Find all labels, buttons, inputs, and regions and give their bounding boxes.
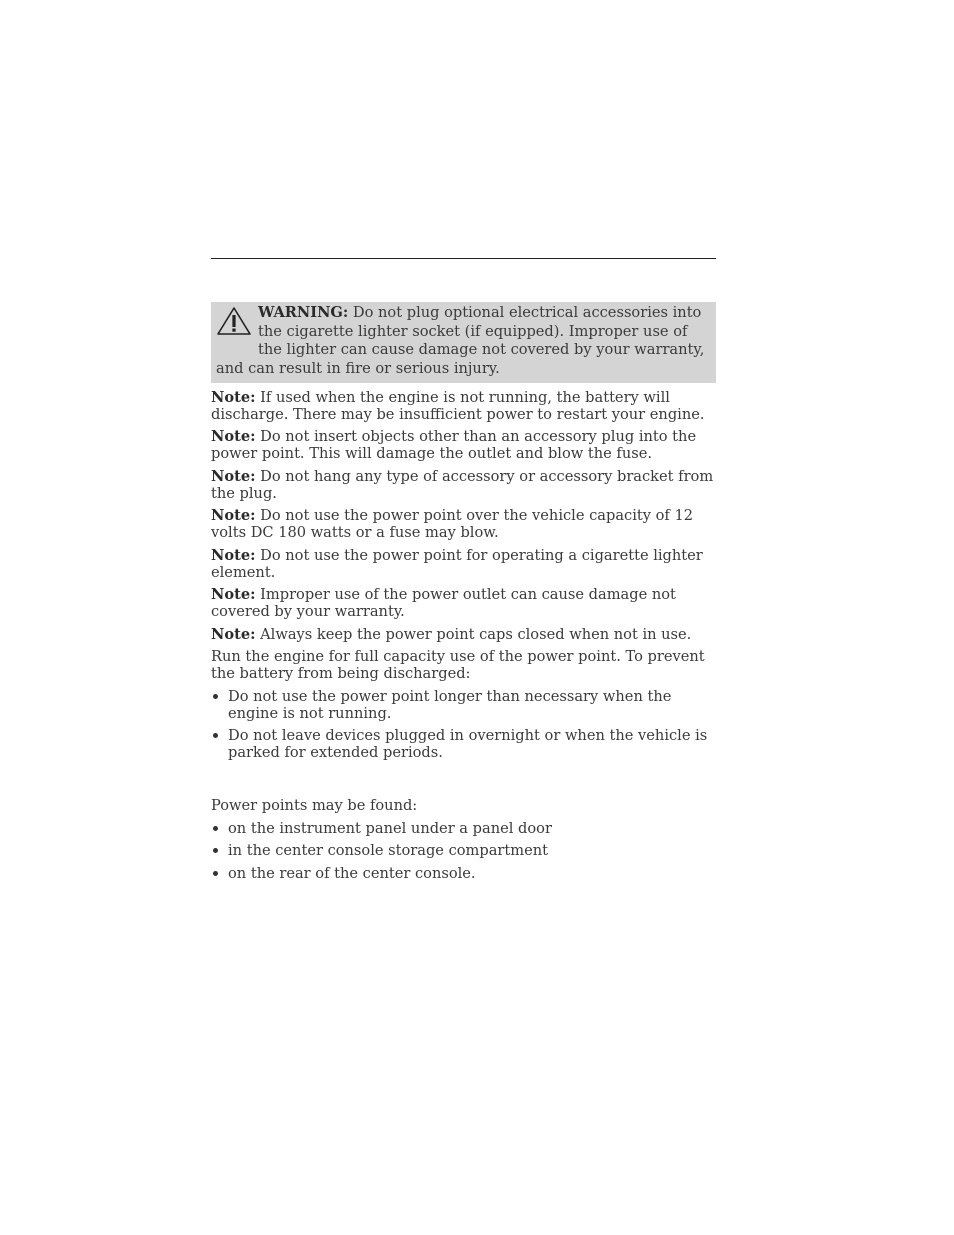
locations-list — [211, 820, 716, 882]
warning-triangle-icon — [216, 306, 254, 342]
note-3 — [211, 468, 716, 502]
note-text: Do not use the power point for operating a cigarette lighter element. — [211, 546, 703, 581]
list-item: in the center console storage compartment — [211, 842, 716, 859]
note-text: If used when the engine is not running, the battery will discharge. There may be insufficient power to restart your engine. — [211, 388, 705, 423]
list-item: on the rear of the center console. — [211, 865, 716, 882]
warning-text: Do not plug optional electrical accessories into the cigarette lighter socket (if equipped). Improper use of the lighter can cause damage not covered by your warranty, and can result in fire or serious injury. — [216, 304, 705, 377]
note-1 — [211, 389, 716, 423]
list-item: Do not leave devices plugged in overnight or when the vehicle is parked for extended periods. — [211, 727, 716, 761]
note-2 — [211, 428, 716, 462]
note-label: Note: — [211, 586, 256, 603]
warning-label: WARNING: — [258, 304, 349, 321]
note-label: Note: — [211, 546, 256, 564]
note-6 — [211, 586, 716, 620]
note-label: Note: — [211, 507, 256, 524]
note-label: Note: — [211, 467, 256, 485]
list-item: Do not use the power point longer than necessary when the engine is not running. — [211, 688, 716, 722]
note-text: Do not hang any type of accessory or accessory bracket from the plug. — [211, 467, 714, 502]
locations-intro: Power points may be found: — [211, 797, 418, 814]
note-label: Note: — [211, 625, 256, 643]
note-label: Note: — [211, 388, 256, 406]
note-5 — [211, 547, 716, 581]
note-text: Always keep the power point caps closed when not in use. — [260, 625, 692, 643]
note-label: Note: — [211, 428, 256, 445]
warning-box — [211, 302, 716, 383]
run-engine-list — [211, 688, 716, 762]
page-content — [211, 302, 716, 882]
note-7 — [211, 626, 716, 643]
note-4 — [211, 507, 716, 541]
list-item: on the instrument panel under a panel door — [211, 820, 716, 837]
run-engine-paragraph: Run the engine for full capacity use of the power point. To prevent the battery from being discharged: — [211, 648, 705, 682]
header-rule — [211, 258, 716, 259]
note-text: Improper use of the power outlet can cause damage not covered by your warranty. — [211, 586, 676, 620]
note-text: Do not use the power point over the vehicle capacity of 12 volts DC 180 watts or a fuse may blow. — [211, 507, 694, 541]
note-text: Do not insert objects other than an accessory plug into the power point. This will damage the outlet and blow the fuse. — [211, 428, 697, 462]
